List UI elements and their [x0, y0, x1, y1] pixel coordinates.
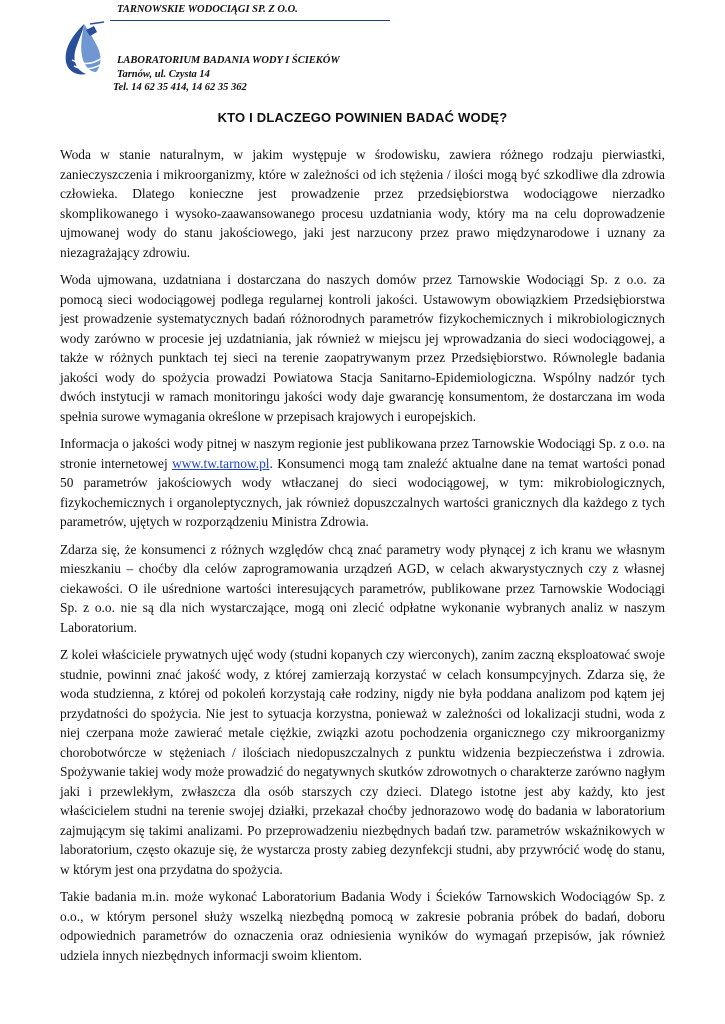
paragraph-4: Zdarza się, że konsumenci z różnych względów chcą znać parametry wody płynącej z ich kranu we własnym mieszkaniu – choćby dla celów zaprogramowania urządzeń AGD, w celach akwarystycznych czy z własnej ciekawości. O ile uśrednione wartości interesujących parametrów, publikowane przez Tarnowskie Wodociągi Sp. z o.o. nie są dla nich wystarczające, mogą oni zlecić odpłatne wykonanie wybranych analiz w naszym Laboratorium.: [60, 541, 665, 635]
company-name: TARNOWSKIE WODOCIĄGI SP. Z O.O.: [117, 4, 298, 15]
letterhead: [0, 0, 725, 100]
document-body: [60, 145, 665, 973]
paragraph-1: Woda w stanie naturalnym, w jakim występuje w środowisku, zawiera różnego rodzaju pierwiastki, zanieczyszczenia i mikroorganizmy, które w zależności od ich stężenia / ilości mogą być szkodliwe dla zdrowia człowieka. Dlatego konieczne jest prowadzenie przez przedsiębiorstwa wodociągowe nierzadko skomplikowanego i wysoko-zaawansowanego procesu uzdatniania wody, który ma na celu doprowadzenie ujmowanej wody do stanu jakościowego, jaki jest narzucony przez prawo międzynarodowe i uznany za niezagrażający zdrowiu.: [60, 147, 665, 260]
paragraph-3-text-after: . Konsumenci mogą tam znaleźć aktualne dane na temat wartości ponad 50 parametrów jakościowych wody wtłaczanej do sieci wodociągowej, w tym: mikrobiologicznych, fizykochemicznych i organoleptycznych, jak również dopuszczalnych wartości granicznych dla każdego z tych parametrów, ujętych w rozporządzeniu Ministra Zdrowia.: [60, 455, 665, 529]
document-title: KTO I DLACZEGO POWINIEN BADAĆ WODĘ?: [217, 110, 508, 125]
website-link[interactable]: www.tw.tarnow.pl: [172, 455, 270, 471]
paragraph-6: Takie badania m.in. może wykonać Laboratorium Badania Wody i Ścieków Tarnowskich Wodociągów Sp. z o.o., w którym personel służy wszelką niezbędną pomocą w zakresie pobrania próbek do badań, doboru odpowiednich parametrów do oznaczenia oraz odniesienia wyników do wymagań przepisów, jak również udziela innych niezbędnych informacji swoim klientom.: [60, 889, 665, 963]
paragraph-3-text-before: Informacja o jakości wody pitnej w naszym regionie jest publikowana przez Tarnowskie Wodociągi Sp. z o.o. na stronie internetowej: [60, 436, 665, 471]
paragraph-2: Woda ujmowana, uzdatniana i dostarczana do naszych domów przez Tarnowskie Wodociągi Sp. z o.o. za pomocą sieci wodociągowej podlega regularnej kontroli jakości. Ustawowym obowiązkiem Przedsiębiorstwa jest prowadzenie systematycznych badań różnorodnych parametrów fizykochemicznych i mikrobiologicznych wody zarówno w procesie jej uzdatniania, jak również w miejscu jej wprowadzania do sieci wodociągowej, a także w różnych punktach tej sieci na terenie zaopatrywanym przez Przedsiębiorstwo. Równolegle badania jakości wody do spożycia prowadzi Powiatowa Stacja Sanitarno-Epidemiologiczna. Wspólny nadzór tych dwóch instytucji w ramach monitoringu jakości wody daje gwarancję konsumentom, że dostarczana im woda spełnia surowe wymagania określone w przepisach krajowych i europejskich.: [60, 272, 665, 424]
paragraph-3: [60, 434, 665, 532]
header-rule: [110, 20, 390, 21]
lab-address: Tarnów, ul. Czysta 14: [117, 69, 210, 80]
lab-name: LABORATORIUM BADANIA WODY I ŚCIEKÓW: [117, 55, 340, 66]
company-logo-icon: [60, 20, 108, 78]
paragraph-5: Z kolei właściciele prywatnych ujęć wody (studni kopanych czy wierconych), zanim zaczną eksploatować swoje studnie, powinni znać jakość wody, z której zamierzają korzystać w celach konsumpcyjnych. Zdarza się, że woda studzienna, z której od pokoleń korzystają całe rodziny, nigdy nie była poddana analizom pod kątem jej przydatności do spożycia. Nie jest to sytuacja korzystna, ponieważ w zależności od lokalizacji studni, woda z niej czerpana może zawierać metale ciężkie, związki azotu pochodzenia organicznego czy mikroorganizmy chorobotwórcze w stężeniach / ilościach niedopuszczalnych z punktu widzenia bezpieczeństwa i zdrowia. Spożywanie takiej wody może prowadzić do negatywnych skutków zdrowotnych o charakterze zarówno nagłym jaki i przewlekłym, zwłaszcza dla osób starszych czy dzieci. Dlatego istotne jest aby każdy, kto jest właścicielem studni na terenie swojej działki, przekazał choćby jednorazowo wodę do badania w laboratorium zajmującym się takimi analizami. Po przeprowadzeniu niezbędnych badań tzw. parametrów wskaźnikowych w laboratorium, często okazuje się, że wystarcza prosty zabieg dezynfekcji studni, aby przywrócić wodę do stanu, w którym jest ona przydatna do spożycia.: [60, 647, 665, 877]
lab-phone: Tel. 14 62 35 414, 14 62 35 362: [113, 82, 247, 93]
